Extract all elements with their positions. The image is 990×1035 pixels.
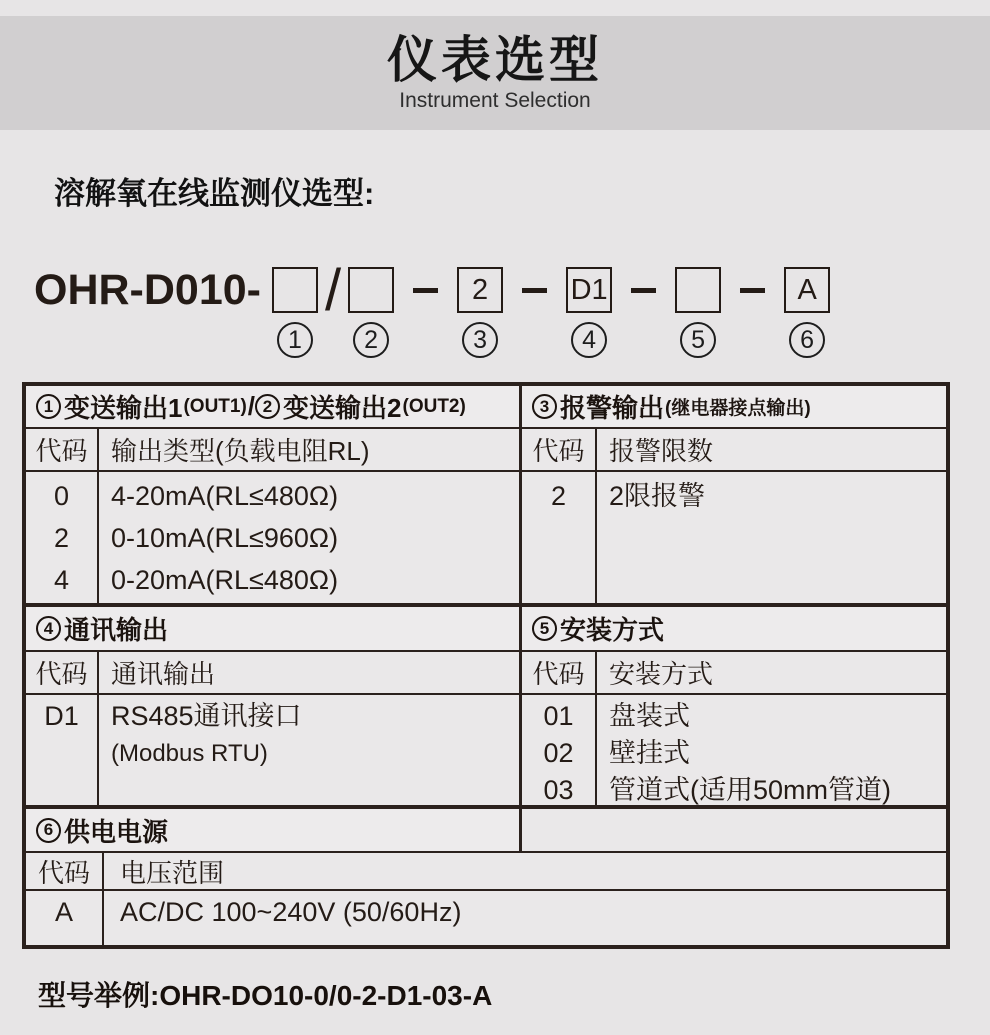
circled-number-1: 1 bbox=[36, 394, 61, 419]
code-value: 4 bbox=[53, 565, 70, 595]
model-slot-2 bbox=[348, 258, 394, 358]
circled-number-5: 5 bbox=[532, 616, 557, 641]
desc-value: 管道式(适用50mm管道) bbox=[609, 775, 891, 805]
code-header-cell: 代码 bbox=[522, 429, 597, 470]
table-row bbox=[26, 607, 946, 652]
section-title: 报警输出 bbox=[560, 393, 665, 423]
comm-col-headers bbox=[26, 652, 522, 693]
desc-header-cell: 安装方式 bbox=[609, 659, 714, 689]
code-value: 2 bbox=[550, 481, 567, 511]
mount-col-headers bbox=[522, 652, 946, 693]
code-header-cell: 代码 bbox=[522, 652, 597, 693]
desc-header-cell: 输出类型(负载电阻RL) bbox=[111, 436, 370, 466]
dash-separator bbox=[617, 258, 670, 322]
section-header-alarm bbox=[522, 386, 946, 427]
code-cell bbox=[26, 695, 99, 805]
model-prefix: OHR-D010- bbox=[34, 265, 261, 314]
slot-index-circle: 6 bbox=[789, 322, 825, 358]
table-row bbox=[26, 429, 946, 472]
model-example: 型号举例:OHR-DO10-0/0-2-D1-03-A bbox=[38, 980, 493, 1011]
code-cell: A bbox=[26, 891, 104, 945]
circled-number-3: 3 bbox=[532, 394, 557, 419]
code-header-cell: 代码 bbox=[26, 429, 99, 470]
section-header-power bbox=[26, 809, 522, 851]
code-value: 02 bbox=[543, 738, 574, 768]
section-title-paren: (继电器接点输出) bbox=[665, 398, 811, 419]
model-slot-box bbox=[272, 267, 318, 313]
code-value: 0 bbox=[53, 481, 70, 511]
circled-number-6: 6 bbox=[36, 818, 61, 843]
dash-separator bbox=[726, 258, 779, 322]
section-title-paren: (OUT1) bbox=[183, 395, 247, 417]
dash-separator bbox=[399, 258, 452, 322]
slot-index-circle: 4 bbox=[571, 322, 607, 358]
desc-value: 壁挂式 bbox=[609, 738, 690, 768]
selection-table bbox=[22, 382, 950, 949]
section-title: 通讯输出 bbox=[64, 615, 169, 645]
section-title-sep: / bbox=[247, 391, 256, 421]
desc-value: 4-20mA(RL≤480Ω) bbox=[111, 481, 339, 511]
page-title: 仪表选型 bbox=[387, 32, 603, 88]
desc-value-secondary: (Modbus RTU) bbox=[111, 740, 268, 767]
table-row bbox=[26, 891, 946, 945]
empty-cell bbox=[522, 809, 946, 851]
mount-data bbox=[522, 695, 946, 805]
desc-value: 0-20mA(RL≤480Ω) bbox=[111, 565, 339, 595]
code-cell bbox=[522, 472, 597, 603]
section-heading: 溶解氧在线监测仪选型: bbox=[54, 176, 375, 211]
section-header-comm bbox=[26, 607, 522, 650]
table-row bbox=[26, 695, 946, 809]
desc-cell bbox=[99, 695, 519, 805]
slash-separator: / bbox=[325, 257, 342, 323]
desc-cell bbox=[99, 472, 519, 603]
model-code-diagram bbox=[34, 258, 835, 358]
alarm-data bbox=[522, 472, 946, 603]
code-cell bbox=[26, 472, 99, 603]
desc-cell bbox=[597, 472, 946, 603]
code-value: 2 bbox=[53, 523, 70, 553]
section-title: 供电电源 bbox=[64, 816, 169, 847]
model-slot-box: 2 bbox=[457, 267, 503, 313]
desc-value: 盘装式 bbox=[609, 701, 690, 731]
code-value: 03 bbox=[543, 775, 574, 805]
table-row bbox=[26, 386, 946, 429]
slot-index-circle: 3 bbox=[462, 322, 498, 358]
circled-number-2: 2 bbox=[255, 394, 280, 419]
section-title: 安装方式 bbox=[560, 615, 665, 645]
alarm-col-headers bbox=[522, 429, 946, 470]
table-row bbox=[26, 652, 946, 695]
model-slot-1 bbox=[272, 258, 318, 358]
model-slot-box: D1 bbox=[566, 267, 612, 313]
code-header-cell: 代码 bbox=[26, 853, 104, 889]
code-cell bbox=[522, 695, 597, 805]
model-slot-4 bbox=[566, 258, 612, 358]
slot-index-circle: 5 bbox=[680, 322, 716, 358]
section-title: 变送输出1 bbox=[64, 393, 183, 423]
desc-value: 2限报警 bbox=[609, 481, 706, 511]
comm-data bbox=[26, 695, 522, 805]
desc-cell: AC/DC 100~240V (50/60Hz) bbox=[120, 897, 462, 927]
slot-index-circle: 2 bbox=[353, 322, 389, 358]
circled-number-4: 4 bbox=[36, 616, 61, 641]
title-band bbox=[0, 16, 990, 130]
section-header-mount bbox=[522, 607, 946, 650]
section-title: 变送输出2 bbox=[283, 393, 402, 423]
slot-index-circle: 1 bbox=[277, 322, 313, 358]
desc-cell bbox=[597, 695, 946, 805]
transmit-col-headers bbox=[26, 429, 522, 470]
code-value: 01 bbox=[543, 701, 574, 731]
section-title-paren: (OUT2) bbox=[402, 395, 466, 417]
code-header-cell: 代码 bbox=[26, 652, 99, 693]
desc-header-cell: 报警限数 bbox=[609, 436, 714, 466]
model-slot-box: A bbox=[784, 267, 830, 313]
model-slot-5 bbox=[675, 258, 721, 358]
page-subtitle: Instrument Selection bbox=[399, 89, 591, 112]
code-value: D1 bbox=[44, 701, 79, 731]
section-header-transmit bbox=[26, 386, 522, 427]
transmit-data bbox=[26, 472, 522, 603]
desc-header-cell: 电压范围 bbox=[120, 857, 225, 888]
desc-value: RS485通讯接口 bbox=[111, 701, 302, 731]
table-row bbox=[26, 472, 946, 607]
model-slot-box bbox=[675, 267, 721, 313]
desc-header-cell: 通讯输出 bbox=[111, 659, 216, 689]
desc-value: 0-10mA(RL≤960Ω) bbox=[111, 523, 339, 553]
model-slot-box bbox=[348, 267, 394, 313]
model-slot-3 bbox=[457, 258, 503, 358]
table-row bbox=[26, 853, 946, 891]
model-slot-6 bbox=[784, 258, 830, 358]
dash-separator bbox=[508, 258, 561, 322]
table-row bbox=[26, 809, 946, 853]
